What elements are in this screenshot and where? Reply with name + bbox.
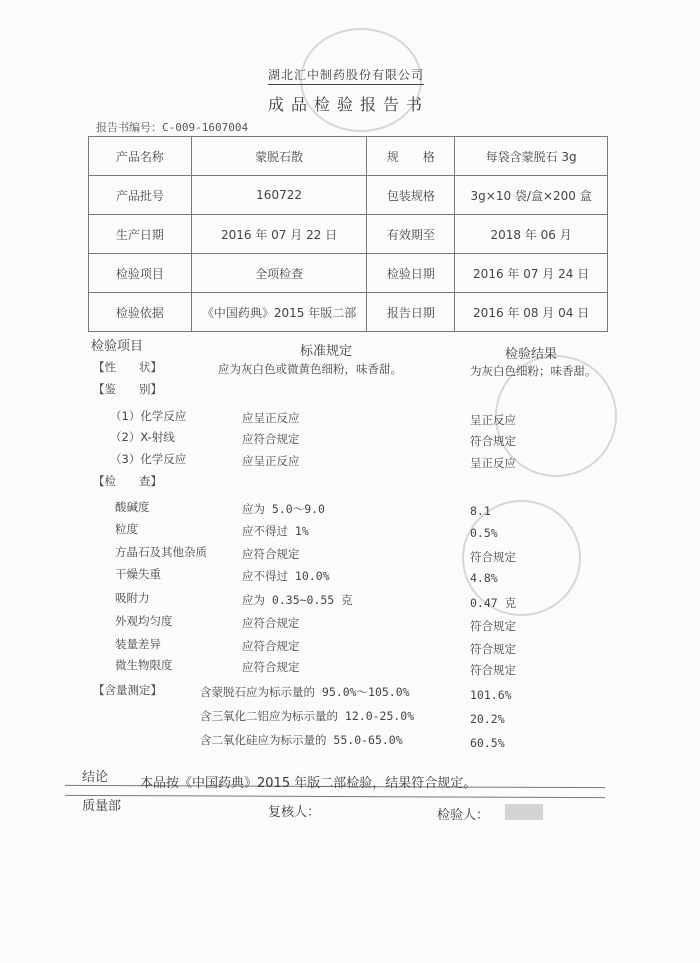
report-number: 报告书编号：C-009-1607004 [96, 121, 249, 134]
result-item: 吸附力 [115, 591, 150, 605]
result-result: 符合规定 [470, 663, 516, 678]
info-label-cell: 规 格 [367, 137, 455, 176]
result-result: 8.1 [470, 503, 491, 518]
result-standard: 应为 5.0～9.0 [242, 502, 325, 516]
info-value-cell: 每袋含蒙脱石 3g [455, 137, 608, 176]
result-result: 符合规定 [470, 619, 516, 634]
result-standard: 应符合规定 [242, 639, 300, 653]
conclusion-divider-bottom [65, 795, 605, 798]
result-standard: 应符合规定 [242, 660, 300, 674]
info-label-cell: 检验日期 [367, 254, 455, 293]
info-value-cell: 2016 年 07 月 22 日 [191, 215, 367, 254]
qa-department-label: 质量部 [82, 799, 122, 814]
result-standard: 应呈正反应 [242, 411, 300, 425]
result-result: 0.5% [470, 525, 498, 540]
result-result: 为灰白色细粉；味香甜。 [470, 364, 597, 378]
report-title: 成品检验报告书 [268, 95, 430, 114]
result-result: 60.5% [470, 735, 505, 750]
info-label-cell: 检验依据 [89, 293, 192, 332]
results-standard-header: 标准规定 [300, 344, 353, 359]
info-label-cell: 生产日期 [89, 215, 192, 254]
info-label-cell: 产品名称 [89, 137, 192, 176]
result-standard: 应符合规定 [242, 547, 300, 561]
info-value-cell: 2016 年 08 月 04 日 [455, 293, 608, 332]
info-value-cell: 2018 年 06 月 [455, 215, 608, 254]
reviewer-label: 复核人： [268, 805, 321, 820]
info-label-cell: 检验项目 [89, 254, 192, 293]
info-label-cell: 报告日期 [367, 293, 455, 332]
result-item: 【检 查】 [93, 474, 162, 488]
result-item: 【含量测定】 [93, 683, 162, 697]
info-label-cell: 产品批号 [89, 176, 192, 215]
result-standard: 应为灰白色或微黄色细粉，味香甜。 [218, 362, 402, 376]
result-standard: 应符合规定 [242, 616, 300, 630]
info-value-cell: 160722 [191, 176, 367, 215]
result-standard: 应呈正反应 [242, 454, 300, 468]
batch-number-row [89, 176, 608, 215]
info-label-cell: 有效期至 [367, 215, 455, 254]
result-result: 4.8% [470, 570, 498, 585]
conclusion-label: 结论 [82, 770, 109, 785]
info-value-cell: 全项检查 [191, 254, 367, 293]
result-standard: 含三氧化二铝应为标示量的 12.0-25.0% [200, 709, 415, 723]
conclusion-text: 本品按《中国药典》2015 年版二部检验，结果符合规定。 [140, 776, 477, 791]
result-standard: 应不得过 1% [242, 524, 309, 538]
result-standard: 应不得过 10.0% [242, 569, 330, 583]
result-item: 【性 状】 [93, 360, 162, 374]
inspector-signature [505, 804, 543, 820]
info-value-cell: 蒙脱石散 [191, 137, 367, 176]
result-result: 符合规定 [470, 549, 516, 564]
company-name: 湖北汇中制药股份有限公司 [268, 66, 424, 85]
results-result-header: 检验结果 [505, 347, 558, 362]
result-result: 符合规定 [470, 642, 516, 657]
result-item: 干燥失重 [115, 567, 161, 581]
result-result: 呈正反应 [470, 413, 516, 428]
result-item: 装量差异 [115, 637, 161, 651]
result-item: （3）化学反应 [110, 452, 187, 466]
result-item: 方晶石及其他杂质 [115, 545, 207, 559]
result-result: 20.2% [470, 711, 505, 726]
results-item-header: 检验项目 [91, 339, 144, 354]
result-result: 呈正反应 [470, 456, 516, 471]
inspection-basis-row [89, 293, 608, 332]
info-value-cell: 3g×10 袋/盒×200 盒 [455, 176, 608, 215]
product-name-row [89, 137, 608, 176]
production-date-row [89, 215, 608, 254]
result-standard: 含二氧化硅应为标示量的 55.0-65.0% [200, 733, 403, 747]
result-standard: 应符合规定 [242, 432, 300, 446]
product-info-table [88, 136, 608, 332]
result-result: 符合规定 [470, 434, 516, 449]
result-item: 酸碱度 [115, 500, 150, 514]
result-item: 粒度 [115, 522, 138, 536]
inspection-item-row [89, 254, 608, 293]
result-item: （2）X-射线 [110, 430, 175, 444]
result-item: （1）化学反应 [110, 409, 187, 423]
result-result: 0.47 克 [470, 596, 517, 611]
result-standard: 应为 0.35~0.55 克 [242, 593, 353, 607]
result-item: 微生物限度 [115, 658, 173, 672]
result-item: 【鉴 别】 [93, 382, 162, 396]
info-label-cell: 包装规格 [367, 176, 455, 215]
result-result: 101.6% [470, 687, 512, 702]
inspector-label: 检验人： [437, 808, 490, 823]
info-value-cell: 《中国药典》2015 年版二部 [191, 293, 367, 332]
result-standard: 含蒙脱石应为标示量的 95.0%～105.0% [200, 685, 410, 699]
info-value-cell: 2016 年 07 月 24 日 [455, 254, 608, 293]
result-item: 外观均匀度 [115, 614, 173, 628]
